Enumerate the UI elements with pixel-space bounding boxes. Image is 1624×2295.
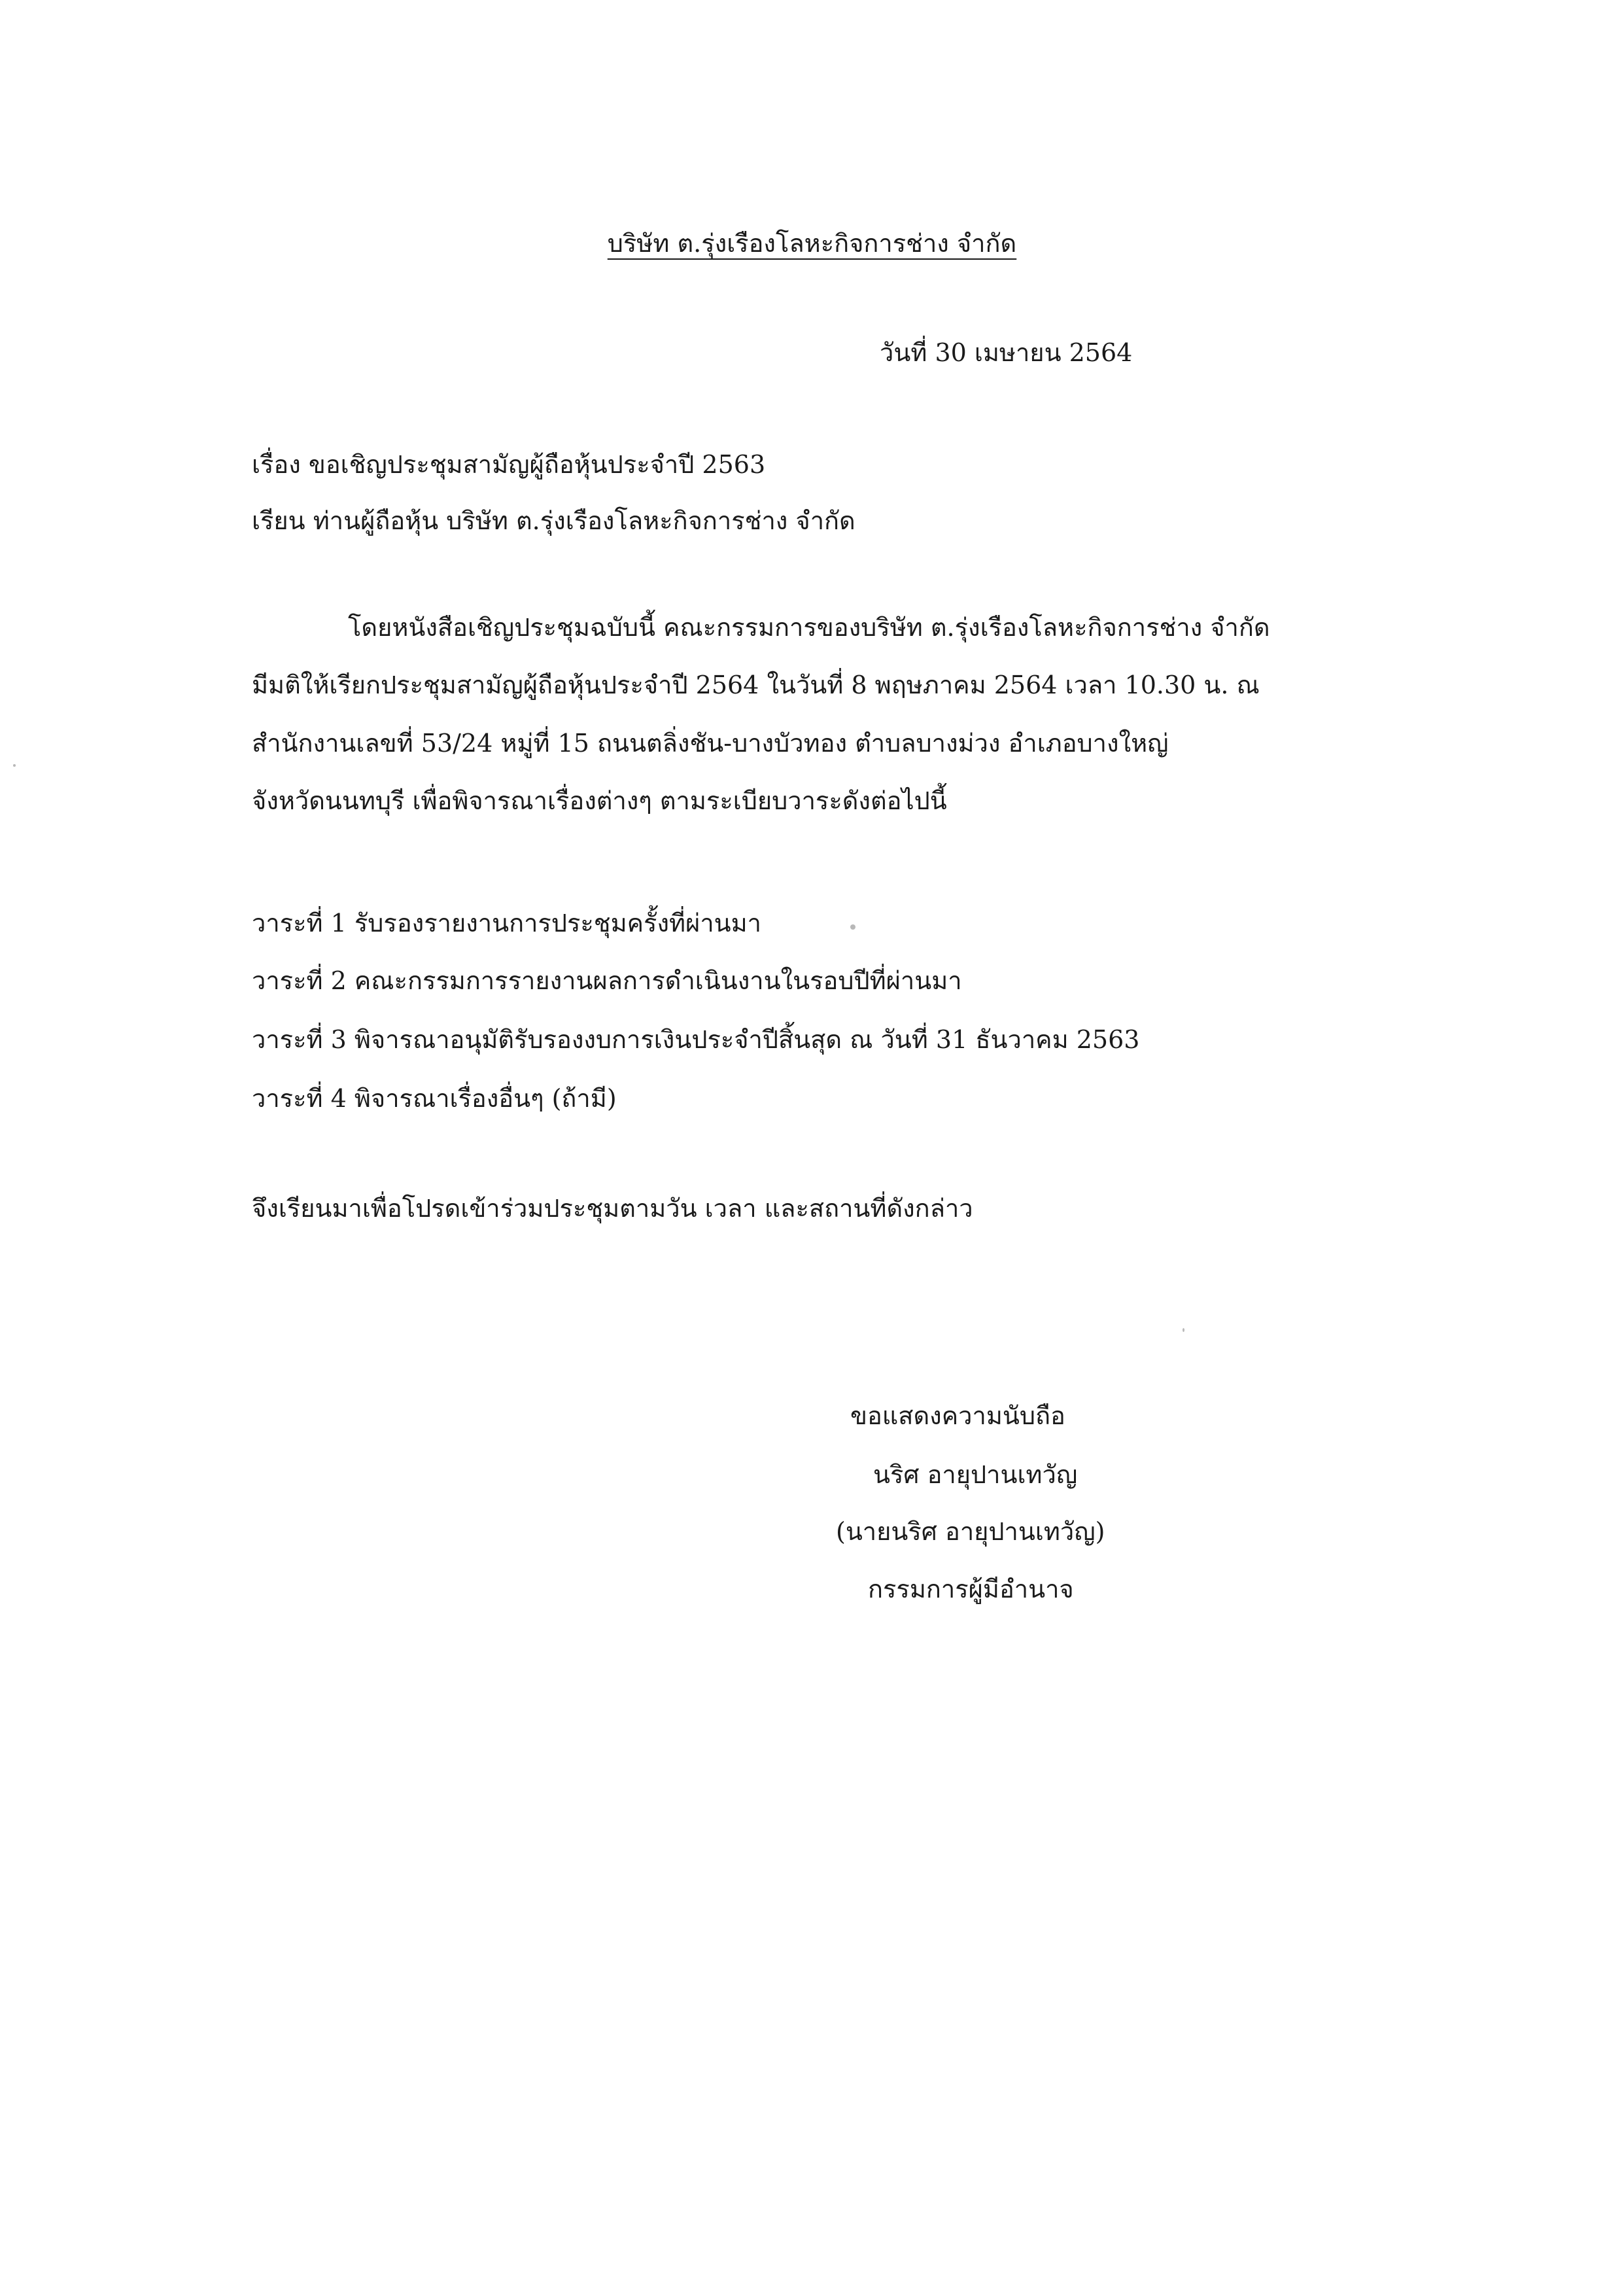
signature-position: กรรมการผู้มีอำนาจ [868, 1575, 1074, 1603]
letter-subject: เรื่อง ขอเชิญประชุมสามัญผู้ถือหุ้นประจำปี 2563 [252, 450, 766, 479]
body-line: จังหวัดนนทบุรี เพื่อพิจารณาเรื่องต่างๆ ตามระเบียบวาระดังต่อไปนี้ [252, 786, 947, 815]
signature-full-name: (นายนริศ อายุปานเทวัญ) [836, 1517, 1105, 1546]
body-line: โดยหนังสือเชิญประชุมฉบับนี้ คณะกรรมการของบริษัท ต.รุ่งเรืองโลหะกิจการช่าง จำกัด [348, 613, 1270, 642]
agenda-item: วาระที่ 1 รับรองรายงานการประชุมครั้งที่ผ่านมา [252, 909, 762, 937]
agenda-item: วาระที่ 2 คณะกรรมการรายงานผลการดำเนินงานในรอบปีที่ผ่านมา [252, 966, 962, 995]
body-line: สำนักงานเลขที่ 53/24 หมู่ที่ 15 ถนนตลิ่งชัน-บางบัวทอง ตำบลบางม่วง อำเภอบางใหญ่ [252, 729, 1169, 758]
signature-regards: ขอแสดงความนับถือ [850, 1401, 1065, 1430]
letter-recipient: เรียน ท่านผู้ถือหุ้น บริษัท ต.รุ่งเรืองโลหะกิจการช่าง จำกัด [252, 506, 855, 535]
scan-speck [850, 924, 855, 930]
agenda-item: วาระที่ 3 พิจารณาอนุมัติรับรองงบการเงินประจำปีสิ้นสุด ณ วันที่ 31 ธันวาคม 2563 [252, 1025, 1140, 1054]
agenda-item: วาระที่ 4 พิจารณาเรื่องอื่นๆ (ถ้ามี) [252, 1084, 617, 1113]
scan-speck [13, 764, 16, 767]
body-line: มีมติให้เรียกประชุมสามัญผู้ถือหุ้นประจำปี 2564 ในวันที่ 8 พฤษภาคม 2564 เวลา 10.30 น. ณ [252, 671, 1260, 699]
closing-line: จึงเรียนมาเพื่อโปรดเข้าร่วมประชุมตามวัน เวลา และสถานที่ดังกล่าว [252, 1194, 973, 1223]
signature-name: นริศ อายุปานเทวัญ [873, 1460, 1078, 1489]
company-title: บริษัท ต.รุ่งเรืองโลหะกิจการช่าง จำกัด [607, 229, 1017, 258]
letter-date: วันที่ 30 เมษายน 2564 [880, 338, 1133, 367]
scan-speck [1183, 1328, 1184, 1332]
